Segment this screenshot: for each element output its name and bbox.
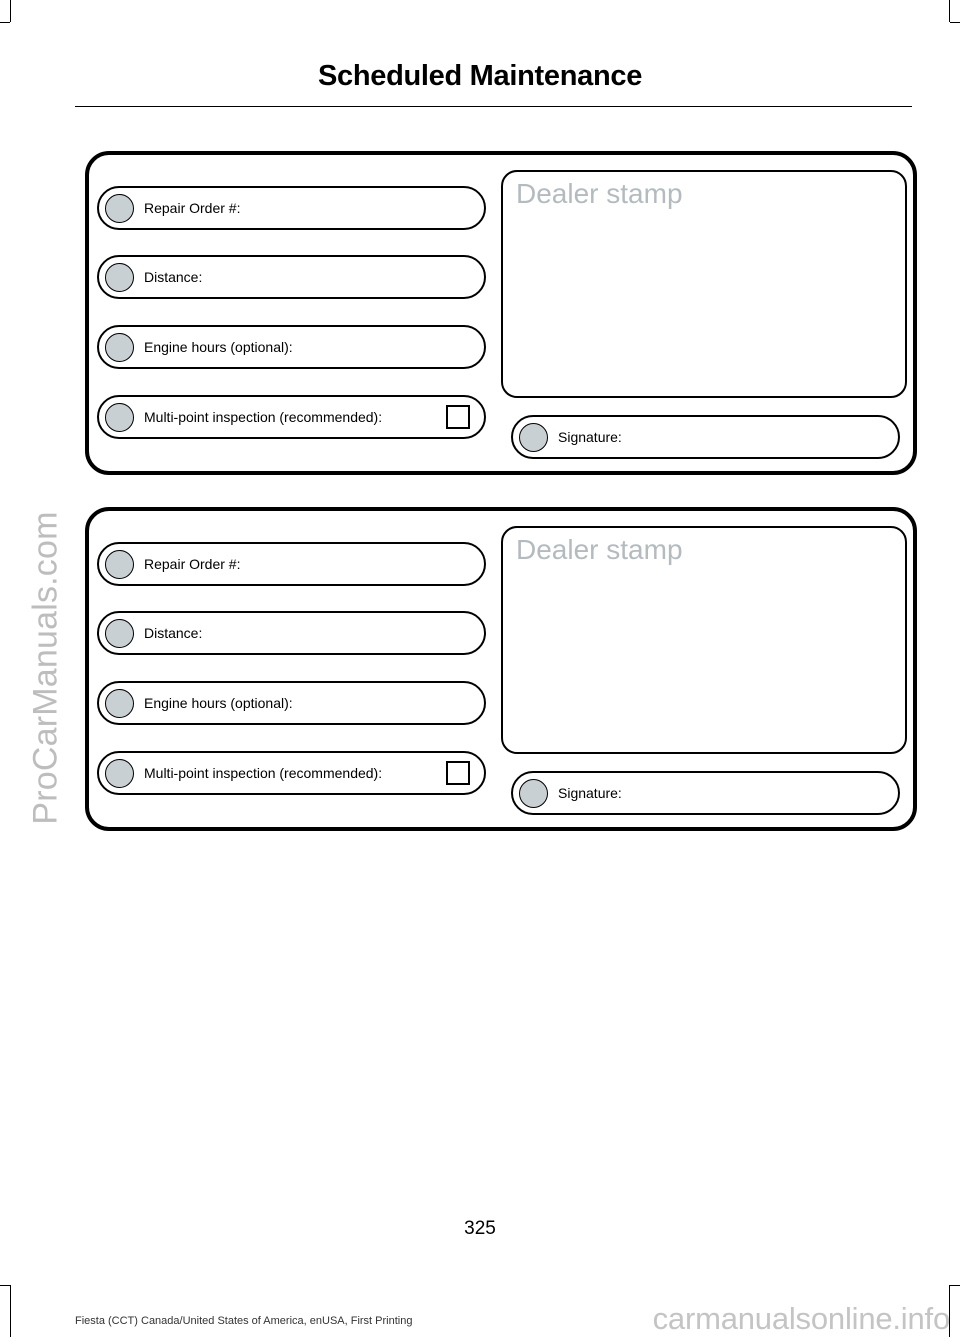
field-bullet-icon (105, 333, 134, 362)
crop-mark-top-left (10, 0, 11, 22)
maintenance-record-2 (85, 507, 917, 831)
page-title: Scheduled Maintenance (317, 60, 643, 92)
signature-label: Signature: (558, 429, 622, 445)
inspection-field (97, 751, 486, 795)
document-info: Fiesta (CCT) Canada/United States of America, enUSA, First Printing (75, 1315, 413, 1327)
signature-field[interactable] (511, 415, 900, 459)
inspection-label: Multi-point inspection (recommended): (144, 409, 383, 425)
dealer-stamp-label: Dealer stamp (516, 534, 683, 565)
dealer-stamp-label: Dealer stamp (516, 178, 683, 209)
dealer-stamp-box (501, 170, 907, 398)
maintenance-record-1 (85, 151, 917, 475)
inspection-label: Multi-point inspection (recommended): (144, 765, 383, 781)
inspection-checkbox[interactable] (446, 761, 470, 785)
inspection-checkbox[interactable] (446, 405, 470, 429)
signature-label: Signature: (558, 785, 622, 801)
field-bullet-icon (105, 689, 134, 718)
field-bullet-icon (105, 403, 134, 432)
engine-hours-field[interactable] (97, 681, 486, 725)
crop-mark-bottom-left (10, 1285, 11, 1337)
distance-label: Distance: (144, 625, 203, 641)
field-bullet-icon (105, 759, 134, 788)
page-number: 325 (464, 1218, 496, 1239)
engine-hours-label: Engine hours (optional): (144, 339, 293, 355)
distance-field[interactable] (97, 611, 486, 655)
distance-label: Distance: (144, 269, 203, 285)
repair-order-label: Repair Order #: (144, 556, 241, 572)
engine-hours-label: Engine hours (optional): (144, 695, 293, 711)
repair-order-label: Repair Order #: (144, 200, 241, 216)
inspection-field (97, 395, 486, 439)
field-bullet-icon (519, 423, 548, 452)
engine-hours-field[interactable] (97, 325, 486, 369)
field-bullet-icon (105, 619, 134, 648)
distance-field[interactable] (97, 255, 486, 299)
crop-mark-bottom-right-h (950, 1285, 960, 1286)
crop-mark-top-right (949, 0, 950, 22)
crop-mark-top-right-h (950, 22, 960, 23)
crop-mark-top-left-h (0, 22, 10, 23)
signature-field[interactable] (511, 771, 900, 815)
footer-watermark: carmanualsonline.info (652, 1301, 950, 1336)
dealer-stamp-box (501, 526, 907, 754)
side-watermark: ProCarManuals.com (26, 511, 65, 825)
field-bullet-icon (105, 263, 134, 292)
field-bullet-icon (105, 550, 134, 579)
field-bullet-icon (519, 779, 548, 808)
crop-mark-bottom-left-h (0, 1285, 10, 1286)
repair-order-field[interactable] (97, 542, 486, 586)
field-bullet-icon (105, 194, 134, 223)
title-divider (75, 106, 912, 107)
repair-order-field[interactable] (97, 186, 486, 230)
